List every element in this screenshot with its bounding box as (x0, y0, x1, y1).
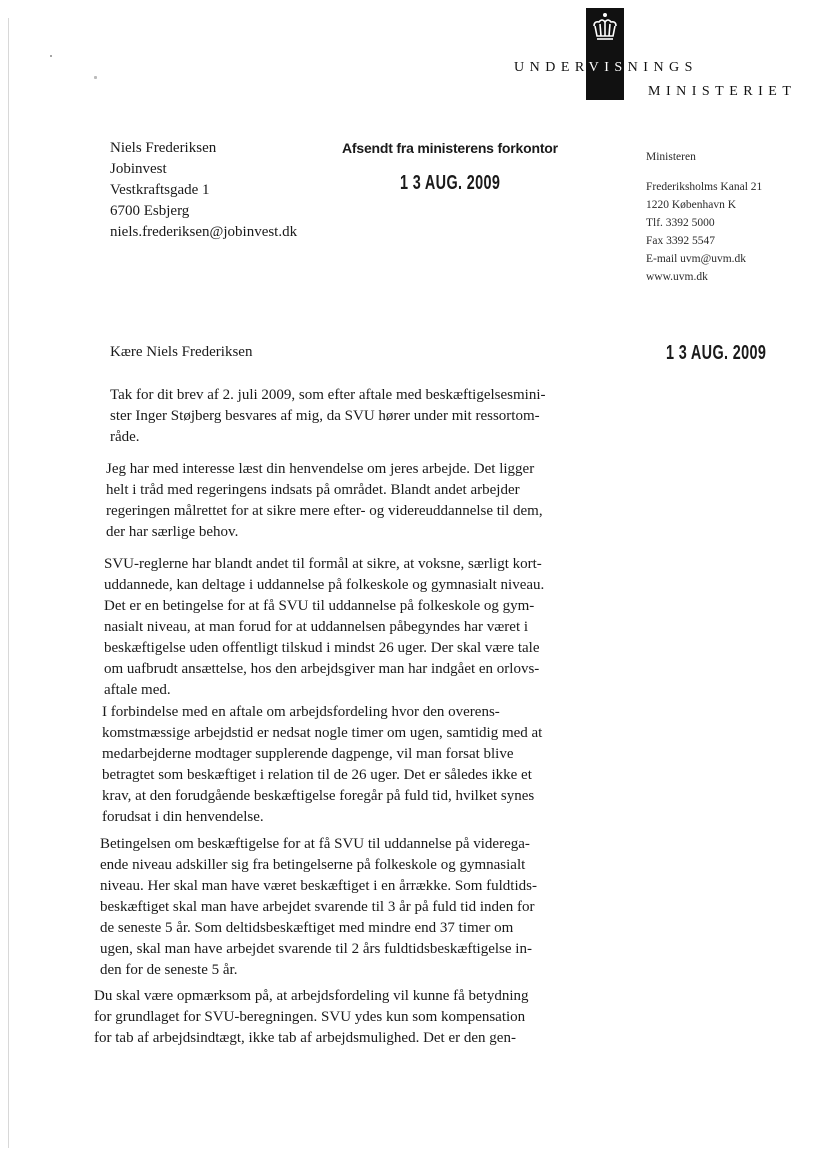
sender-email: E-mail uvm@uvm.dk (646, 253, 747, 265)
crown-icon (590, 12, 620, 42)
salutation: Kære Niels Frederiksen (110, 344, 253, 360)
text-line: betragtet som beskæftiget i relation til de 26 uger. Det er således ikke et (102, 767, 532, 783)
text-line: aftale med. (104, 682, 171, 698)
text-line: ster Inger Støjberg besvares af mig, da SVU hører under mit ressortom- (110, 408, 540, 424)
sender-city: 1220 København K (646, 199, 737, 211)
text-line: Tak for dit brev af 2. juli 2009, som efter aftale med beskæftigelsesmini- (110, 387, 546, 403)
text-line: nasialt niveau, at man forud for at uddannelsen påbegyndes har været i (104, 619, 529, 635)
sender-street: Frederiksholms Kanal 21 (646, 181, 763, 193)
text-line: Betingelsen om beskæftigelse for at få SVU til uddannelse på viderega- (100, 836, 530, 852)
text-line: Det er en betingelse for at få SVU til uddannelse på folkeskole og gym- (104, 598, 535, 614)
text-line: beskæftiget skal man have arbejdet svarende til 3 år på fuld tid inden for (100, 899, 535, 915)
paragraph (110, 385, 546, 448)
sender-fax: Fax 3392 5547 (646, 235, 715, 247)
text-line: SVU-reglerne har blandt andet til formål at sikre, at voksne, særligt kort- (104, 556, 542, 572)
sender-website: www.uvm.dk (646, 271, 708, 283)
paragraph (106, 459, 543, 543)
text-line: den for de seneste 5 år. (100, 962, 238, 978)
text-line: uddannede, kan deltage i uddannelse på folkeskole og gymnasialt niveau. (104, 577, 545, 593)
text-line: om uafbrudt ansættelse, hos den arbejdsgiver man har indgået en orlovs- (104, 661, 540, 677)
sender-contact-block (646, 148, 762, 286)
sender-phone: Tlf. 3392 5000 (646, 217, 715, 229)
sent-from-office-stamp: Afsendt fra ministerens forkontor (342, 140, 558, 156)
text-line: niveau. Her skal man have været beskæftiget i en årrække. Som fuldtids- (100, 878, 537, 894)
scan-speck (50, 55, 52, 57)
paragraph (94, 986, 529, 1049)
recipient-city: 6700 Esbjerg (110, 203, 190, 219)
scan-edge-line (8, 18, 9, 1148)
paragraph (102, 702, 542, 828)
text-line: krav, at den forudgående beskæftigelse foregår på fuld tid, hvilket synes (102, 788, 535, 804)
text-line: der har særlige behov. (106, 524, 239, 540)
text-line: I forbindelse med en aftale om arbejdsfordeling hvor den overens- (102, 704, 500, 720)
date-stamp-received: 1 3 AUG. 2009 (666, 342, 767, 364)
text-line: Jeg har med interesse læst din henvendelse om jeres arbejde. Det ligger (106, 461, 535, 477)
text-line: de seneste 5 år. Som deltidsbeskæftiget med mindre end 37 timer om (100, 920, 514, 936)
text-line: Du skal være opmærksom på, at arbejdsfordeling vil kunne få betydning (94, 988, 529, 1004)
text-line: medarbejderne modtager supplerende dagpenge, vil man forsat blive (102, 746, 514, 762)
recipient-company: Jobinvest (110, 161, 167, 177)
text-line: helt i tråd med regeringens indsats på området. Blandt andet arbejder (106, 482, 520, 498)
recipient-address (110, 138, 297, 243)
paragraph (104, 554, 544, 701)
paragraph (100, 834, 537, 981)
text-line: ende niveau adskiller sig fra betingelserne på folkeskole og gymnasialt (100, 857, 526, 873)
sender-title: Ministeren (646, 151, 696, 163)
logo-wordmark-line2: MINISTERIET (648, 84, 797, 99)
text-line: regeringen målrettet for at sikre mere efter- og videreuddannelse til dem, (106, 503, 543, 519)
logo-wordmark-line1: UNDERVISNINGS (514, 60, 698, 75)
text-line: for grundlaget for SVU-beregningen. SVU ydes kun som kompensation (94, 1009, 526, 1025)
text-line: forudsat i din henvendelse. (102, 809, 264, 825)
date-stamp: 1 3 AUG. 2009 (400, 172, 501, 194)
recipient-email: niels.frederiksen@jobinvest.dk (110, 224, 298, 240)
recipient-name: Niels Frederiksen (110, 140, 217, 156)
scan-speck (94, 76, 97, 79)
recipient-street: Vestkraftsgade 1 (110, 182, 210, 198)
text-line: råde. (110, 429, 140, 445)
text-line: beskæftigelse uden offentligt tilskud i mindst 26 uger. Der skal være tale (104, 640, 540, 656)
text-line: ugen, skal man have arbejdet svarende til 2 års fuldtidsbeskæftigelse in- (100, 941, 532, 957)
text-line: komstmæssige arbejdstid er nedsat nogle timer om ugen, samtidig med at (102, 725, 543, 741)
text-line: for tab af arbejdsindtægt, ikke tab af arbejdsmulighed. Det er den gen- (94, 1030, 516, 1046)
